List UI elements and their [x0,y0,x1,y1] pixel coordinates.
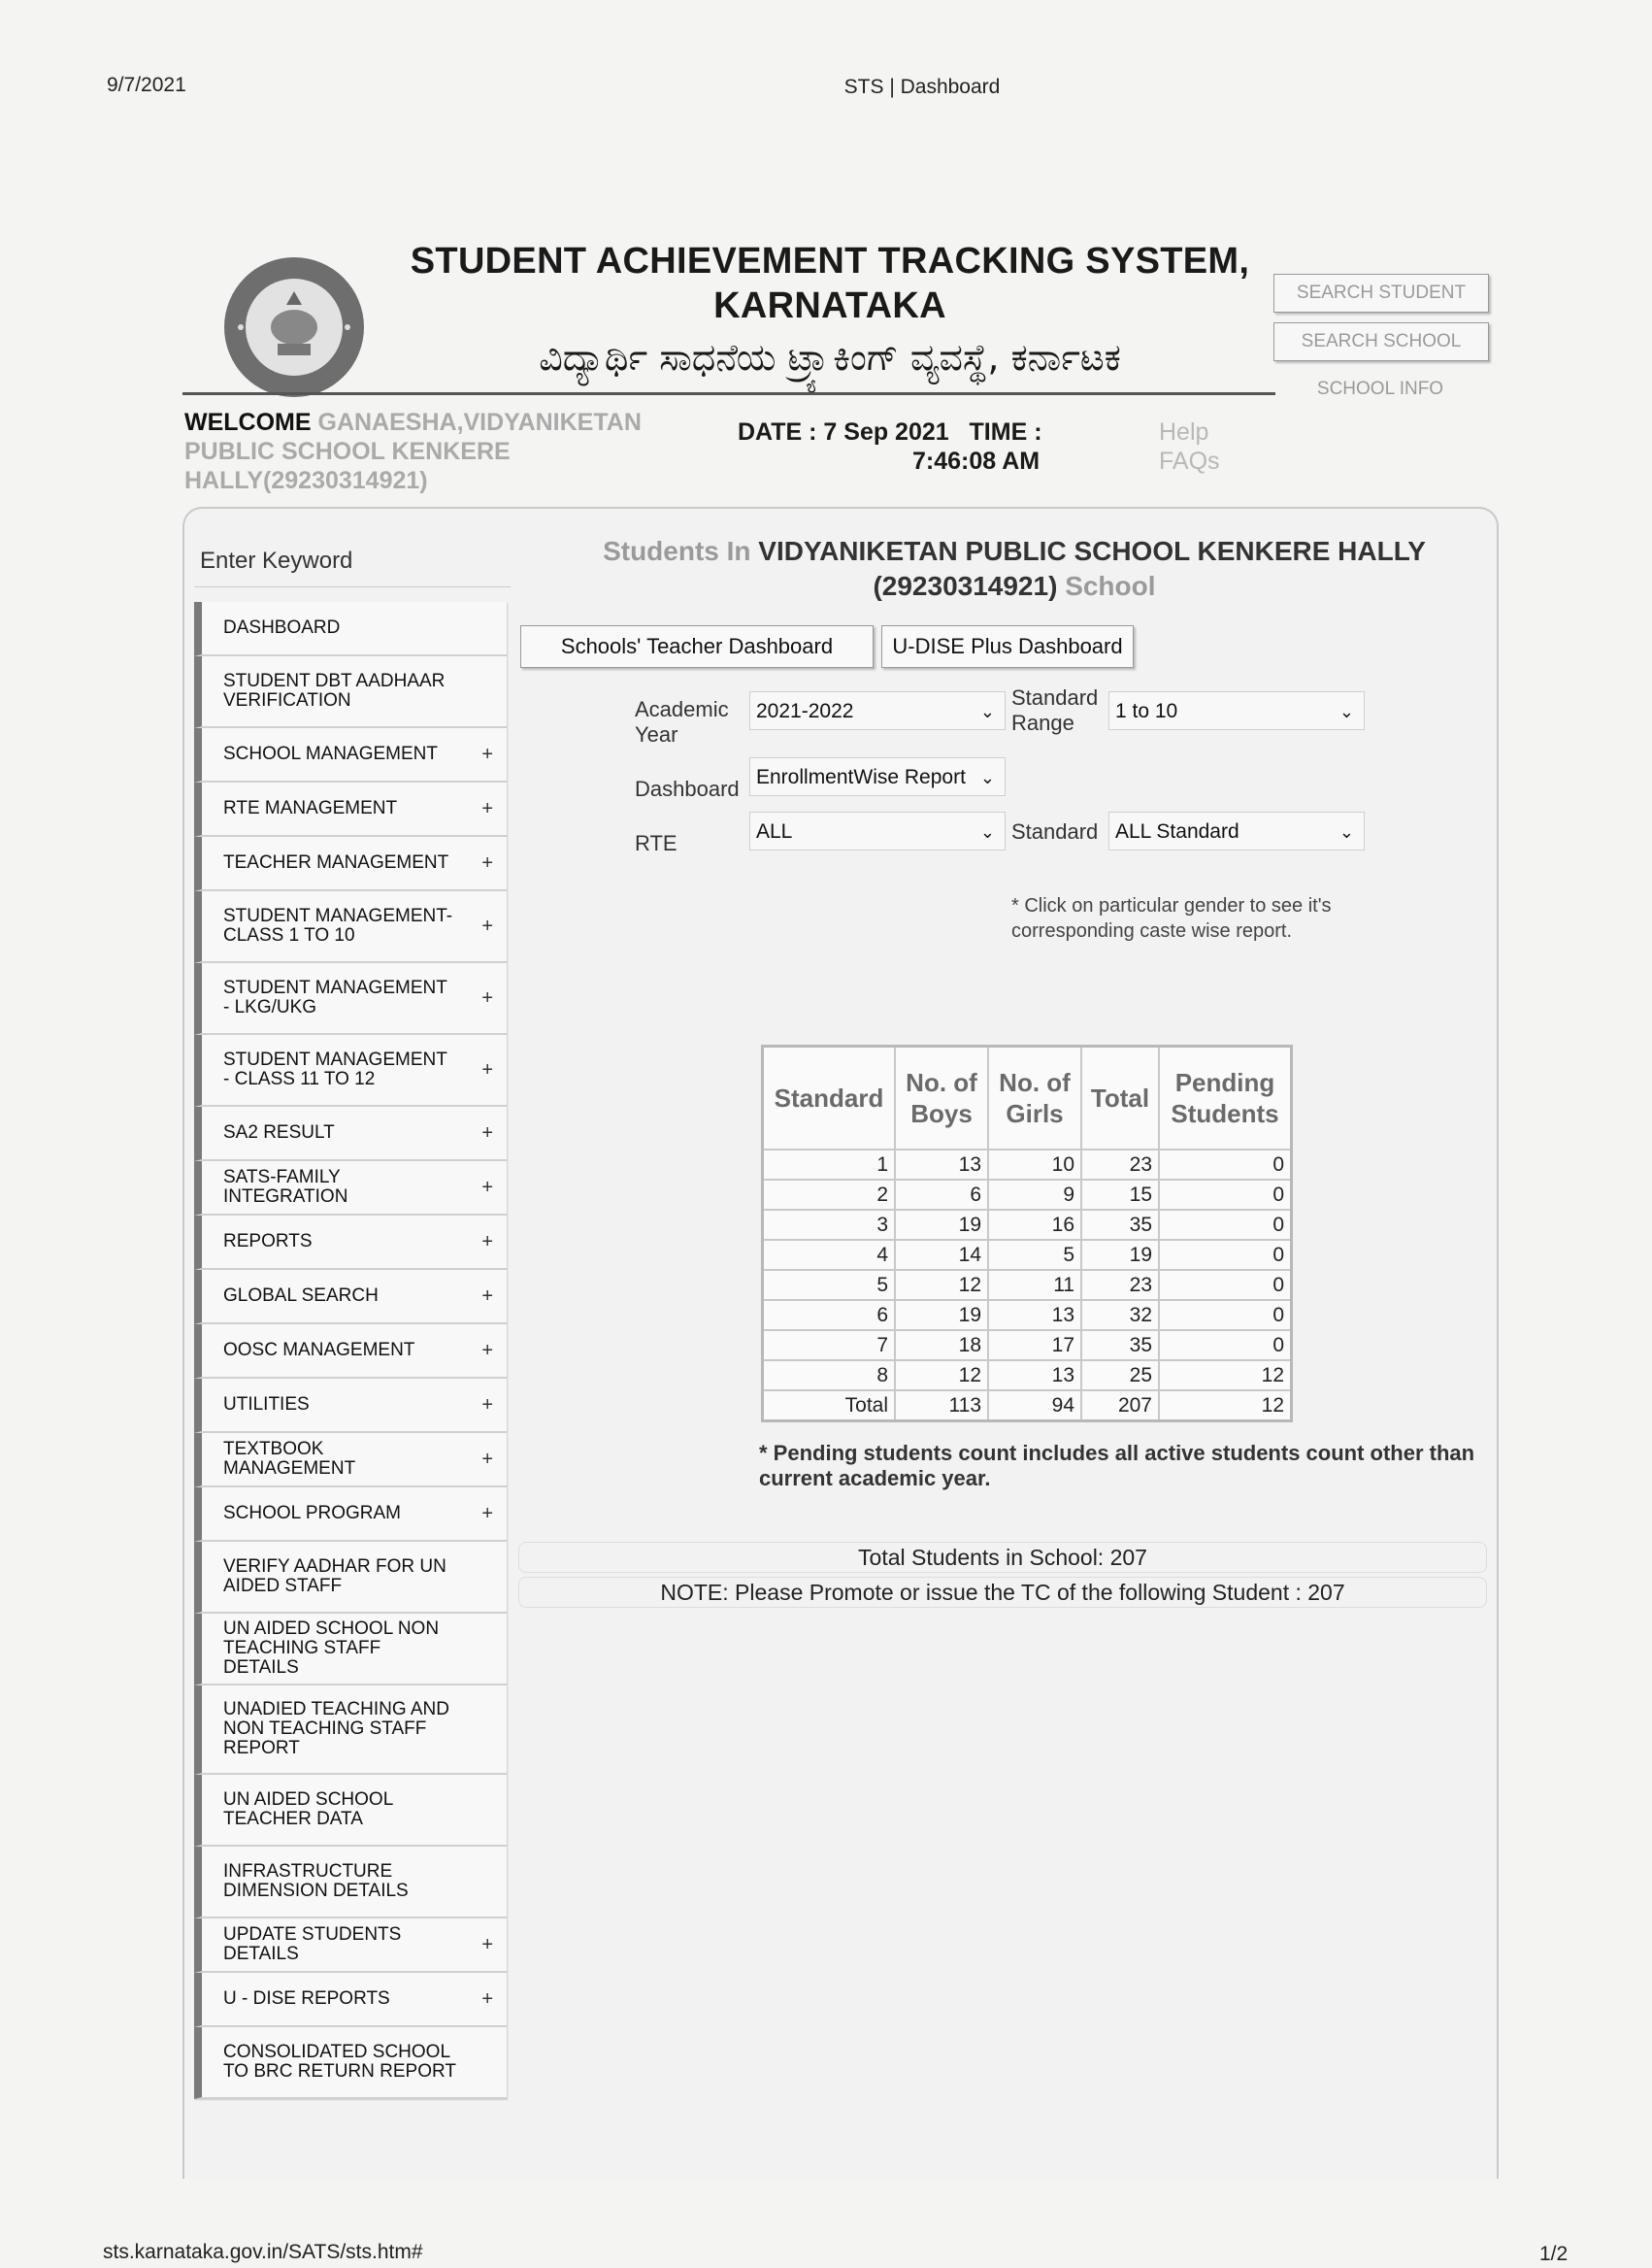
keyword-search-input[interactable]: Enter Keyword [194,536,511,587]
chevron-down-icon: ⌄ [1338,822,1354,842]
table-cell[interactable]: 19 [895,1210,988,1240]
sidebar-item[interactable] [194,783,507,837]
table-cell[interactable]: 17 [988,1330,1081,1360]
pending-students-note: * Pending students count includes all active students count other than current academic year. [759,1441,1475,1490]
faqs-link[interactable]: FAQs [1159,448,1220,475]
sidebar-item-label: INFRASTRUCTURE DIMENSION DETAILS [223,1861,409,1901]
table-row [763,1210,1292,1240]
system-title: STUDENT ACHIEVEMENT TRACKING SYSTEM, KARNATAKA [410,241,1250,326]
sidebar-item-label: SCHOOL PROGRAM [223,1503,401,1523]
table-cell: 23 [1081,1150,1159,1180]
chevron-down-icon: ⌄ [1338,702,1354,721]
table-header: Standard [763,1047,896,1151]
sidebar-item[interactable] [194,1614,507,1685]
sidebar-item-label: DASHBOARD [223,617,341,638]
table-cell: 0 [1159,1330,1292,1360]
expand-plus-icon[interactable]: + [481,1177,493,1198]
sidebar-item[interactable] [194,1918,507,1973]
sidebar-item[interactable] [194,963,507,1035]
expand-plus-icon[interactable]: + [481,1988,493,2010]
date-text: DATE : 7 Sep 2021 [738,418,949,446]
table-header: Total [1081,1047,1159,1151]
expand-plus-icon[interactable]: + [481,1231,493,1252]
table-cell[interactable]: 14 [895,1240,988,1270]
table-header: Pending Students [1159,1047,1292,1151]
table-cell[interactable]: 16 [988,1210,1081,1240]
sidebar-item[interactable] [194,1685,507,1775]
teacher-dashboard-button[interactable]: Schools' Teacher Dashboard [520,625,874,668]
system-title-kannada: ವಿದ್ಯಾರ್ಥಿ ಸಾಧನೆಯ ಟ್ರ್ಯಾಕಿಂಗ್ ವ್ಯವಸ್ಥೆ, ಕರ್ನಾಟಕ [539,336,1121,379]
table-cell: 32 [1081,1300,1159,1330]
table-cell: 0 [1159,1240,1292,1270]
table-cell: 0 [1159,1300,1292,1330]
expand-plus-icon[interactable]: + [481,744,493,765]
table-cell[interactable]: 9 [988,1180,1081,1210]
table-cell[interactable]: 94 [988,1390,1081,1421]
table-cell: 12 [1159,1390,1292,1421]
table-cell[interactable]: 13 [895,1150,988,1180]
sidebar-item[interactable] [194,1270,507,1324]
table-row [763,1180,1292,1210]
table-row [763,1330,1292,1360]
standard-range-select[interactable]: 1 to 10 ⌄ [1108,691,1365,730]
sidebar-menu [194,602,507,2099]
academic-year-select[interactable]: 2021-2022 ⌄ [749,691,1006,730]
sidebar-item-label: TEACHER MANAGEMENT [223,852,449,873]
school-info-button[interactable]: SCHOOL INFO [1316,379,1444,399]
table-row [763,1270,1292,1300]
table-cell[interactable]: 12 [895,1360,988,1390]
time-value: 7:46:08 AM [912,448,1041,475]
expand-plus-icon[interactable]: + [481,1285,493,1307]
chevron-down-icon: ⌄ [979,768,995,787]
table-row [763,1300,1292,1330]
table-cell: 35 [1081,1210,1159,1240]
academic-year-label: Academic Year [635,697,729,747]
sidebar-item-label: UN AIDED SCHOOL TEACHER DATA [223,1789,393,1829]
sidebar-item[interactable] [194,1775,507,1847]
sidebar-item[interactable] [194,1161,507,1216]
sidebar-item-label: SA2 RESULT [223,1122,335,1143]
table-cell[interactable]: 10 [988,1150,1081,1180]
standard-label: Standard [1011,819,1099,844]
click-gender-note: * Click on particular gender to see it's corresponding caste wise report. [1011,895,1332,942]
table-cell: 23 [1081,1270,1159,1300]
table-cell[interactable]: 13 [988,1300,1081,1330]
sidebar-item[interactable] [194,1973,507,2027]
table-cell: 7 [763,1330,896,1360]
sidebar-item-label: UTILITIES [223,1394,310,1415]
expand-plus-icon[interactable]: + [481,916,493,937]
table-header: No. of Girls [988,1047,1081,1151]
table-row [763,1240,1292,1270]
table-cell[interactable]: 13 [988,1360,1081,1390]
sidebar-item[interactable] [194,891,507,963]
sidebar-item-label: TEXTBOOK MANAGEMENT [223,1439,356,1479]
sidebar-item-label: STUDENT MANAGEMENT- CLASS 1 TO 10 [223,906,453,946]
sidebar-item[interactable] [194,2027,507,2099]
table-cell: 1 [763,1150,896,1180]
table-cell[interactable]: 18 [895,1330,988,1360]
table-cell: 6 [763,1300,896,1330]
sidebar-item-label: UN AIDED SCHOOL NON TEACHING STAFF DETAILS [223,1618,440,1678]
standard-select[interactable]: ALL Standard ⌄ [1108,812,1365,850]
udise-dashboard-button[interactable]: U-DISE Plus Dashboard [881,625,1134,668]
sidebar-item-label: STUDENT MANAGEMENT - CLASS 11 TO 12 [223,1050,447,1089]
table-cell[interactable]: 12 [895,1270,988,1300]
time-label: TIME : [969,418,1042,446]
date-time [738,417,1042,476]
table-cell: 0 [1159,1180,1292,1210]
print-date: 9/7/2021 [107,74,186,96]
expand-plus-icon[interactable]: + [481,1122,493,1144]
sidebar-item[interactable] [194,1324,507,1379]
sidebar-item[interactable] [194,656,507,728]
table-cell: 5 [763,1270,896,1300]
table-row [763,1150,1292,1180]
table-cell: 35 [1081,1330,1159,1360]
table-cell: 0 [1159,1210,1292,1240]
help-link[interactable]: Help [1159,418,1209,446]
page-title: Students In VIDYANIKETAN PUBLIC SCHOOL KENKERE HALLY (29230314921) School [603,536,1426,601]
karnataka-emblem-logo [202,254,386,400]
sidebar-item[interactable] [194,1216,507,1270]
sidebar-item[interactable] [194,837,507,891]
sidebar-item-label: OOSC MANAGEMENT [223,1340,415,1360]
expand-plus-icon[interactable]: + [481,1503,493,1524]
table-cell: 25 [1081,1360,1159,1390]
sidebar-item-label: U - DISE REPORTS [223,1988,390,2009]
sidebar-item[interactable] [194,1035,507,1107]
table-header: No. of Boys [895,1047,988,1151]
table-cell: Total [763,1390,896,1421]
standard-range-label: Standard Range [1011,685,1099,735]
table-cell: 4 [763,1240,896,1270]
print-footer-url: sts.karnataka.gov.in/SATS/sts.htm# [103,2241,423,2263]
title-divider [182,392,1275,395]
table-row [763,1360,1292,1390]
sidebar-item-label: SCHOOL MANAGEMENT [223,744,438,764]
print-page-title: STS | Dashboard [843,76,1001,98]
search-school-button[interactable]: SEARCH SCHOOL [1273,322,1489,361]
expand-plus-icon[interactable]: + [481,1340,493,1361]
sidebar-item-label: STUDENT DBT AADHAAR VERIFICATION [223,671,446,711]
dashboard-label: Dashboard [635,777,740,801]
table-cell: 0 [1159,1270,1292,1300]
sidebar-item-label: GLOBAL SEARCH [223,1285,379,1306]
sidebar-item[interactable] [194,1107,507,1161]
table-cell[interactable]: 6 [895,1180,988,1210]
expand-plus-icon[interactable]: + [481,1934,493,1955]
expand-plus-icon[interactable]: + [481,1394,493,1416]
table-cell[interactable]: 5 [988,1240,1081,1270]
table-cell: 3 [763,1210,896,1240]
welcome-user: GANAESHA,VIDYANIKETAN PUBLIC SCHOOL KENKERE HALLY(29230314921) [184,409,642,494]
rte-label: RTE [635,831,677,855]
table-cell: 0 [1159,1150,1292,1180]
expand-plus-icon[interactable]: + [481,1449,493,1470]
sidebar-item-label: UPDATE STUDENTS DETAILS [223,1924,402,1964]
rte-select[interactable]: ALL ⌄ [749,812,1006,850]
table-row [763,1390,1292,1421]
expand-plus-icon[interactable]: + [481,987,493,1009]
table-cell[interactable]: 19 [895,1300,988,1330]
sidebar-item-label: STUDENT MANAGEMENT - LKG/UKG [223,978,447,1017]
sidebar-item[interactable] [194,1847,507,1918]
sidebar-item-label: SATS-FAMILY INTEGRATION [223,1167,348,1207]
chevron-down-icon: ⌄ [979,822,995,842]
enrollment-table [761,1045,1293,1422]
welcome-label: WELCOME [184,409,312,436]
sidebar-item[interactable] [194,1487,507,1542]
expand-plus-icon[interactable]: + [481,852,493,874]
print-footer-page: 1/2 [1539,2243,1569,2265]
sidebar-item-label: REPORTS [223,1231,313,1251]
search-student-button[interactable]: SEARCH STUDENT [1273,274,1489,313]
table-cell[interactable]: 113 [895,1390,988,1421]
table-cell: 8 [763,1360,896,1390]
welcome-message [184,408,709,495]
expand-plus-icon[interactable]: + [481,798,493,819]
sidebar-item-label: CONSOLIDATED SCHOOL TO BRC RETURN REPORT [223,2042,456,2082]
table-cell: 207 [1081,1390,1159,1421]
sidebar-item[interactable] [194,1433,507,1487]
sidebar-item[interactable] [194,1379,507,1433]
table-cell[interactable]: 11 [988,1270,1081,1300]
sidebar-item-label: RTE MANAGEMENT [223,798,398,818]
expand-plus-icon[interactable]: + [481,1059,493,1081]
sidebar-item[interactable] [194,1542,507,1614]
sidebar-item[interactable] [194,728,507,783]
sidebar-item[interactable] [194,602,507,656]
promote-note: NOTE: Please Promote or issue the TC of the following Student : 207 [518,1577,1487,1608]
sidebar-item-label: UNADIED TEACHING AND NON TEACHING STAFF REPORT [223,1699,449,1758]
sidebar-item-label: VERIFY AADHAR FOR UN AIDED STAFF [223,1556,446,1596]
total-students-text: Total Students in School: 207 [518,1542,1487,1573]
table-cell: 2 [763,1180,896,1210]
table-cell: 19 [1081,1240,1159,1270]
chevron-down-icon: ⌄ [979,702,995,721]
dashboard-select[interactable]: EnrollmentWise Report ⌄ [749,757,1006,796]
help-links [1159,417,1220,476]
table-cell: 15 [1081,1180,1159,1210]
table-cell: 12 [1159,1360,1292,1390]
